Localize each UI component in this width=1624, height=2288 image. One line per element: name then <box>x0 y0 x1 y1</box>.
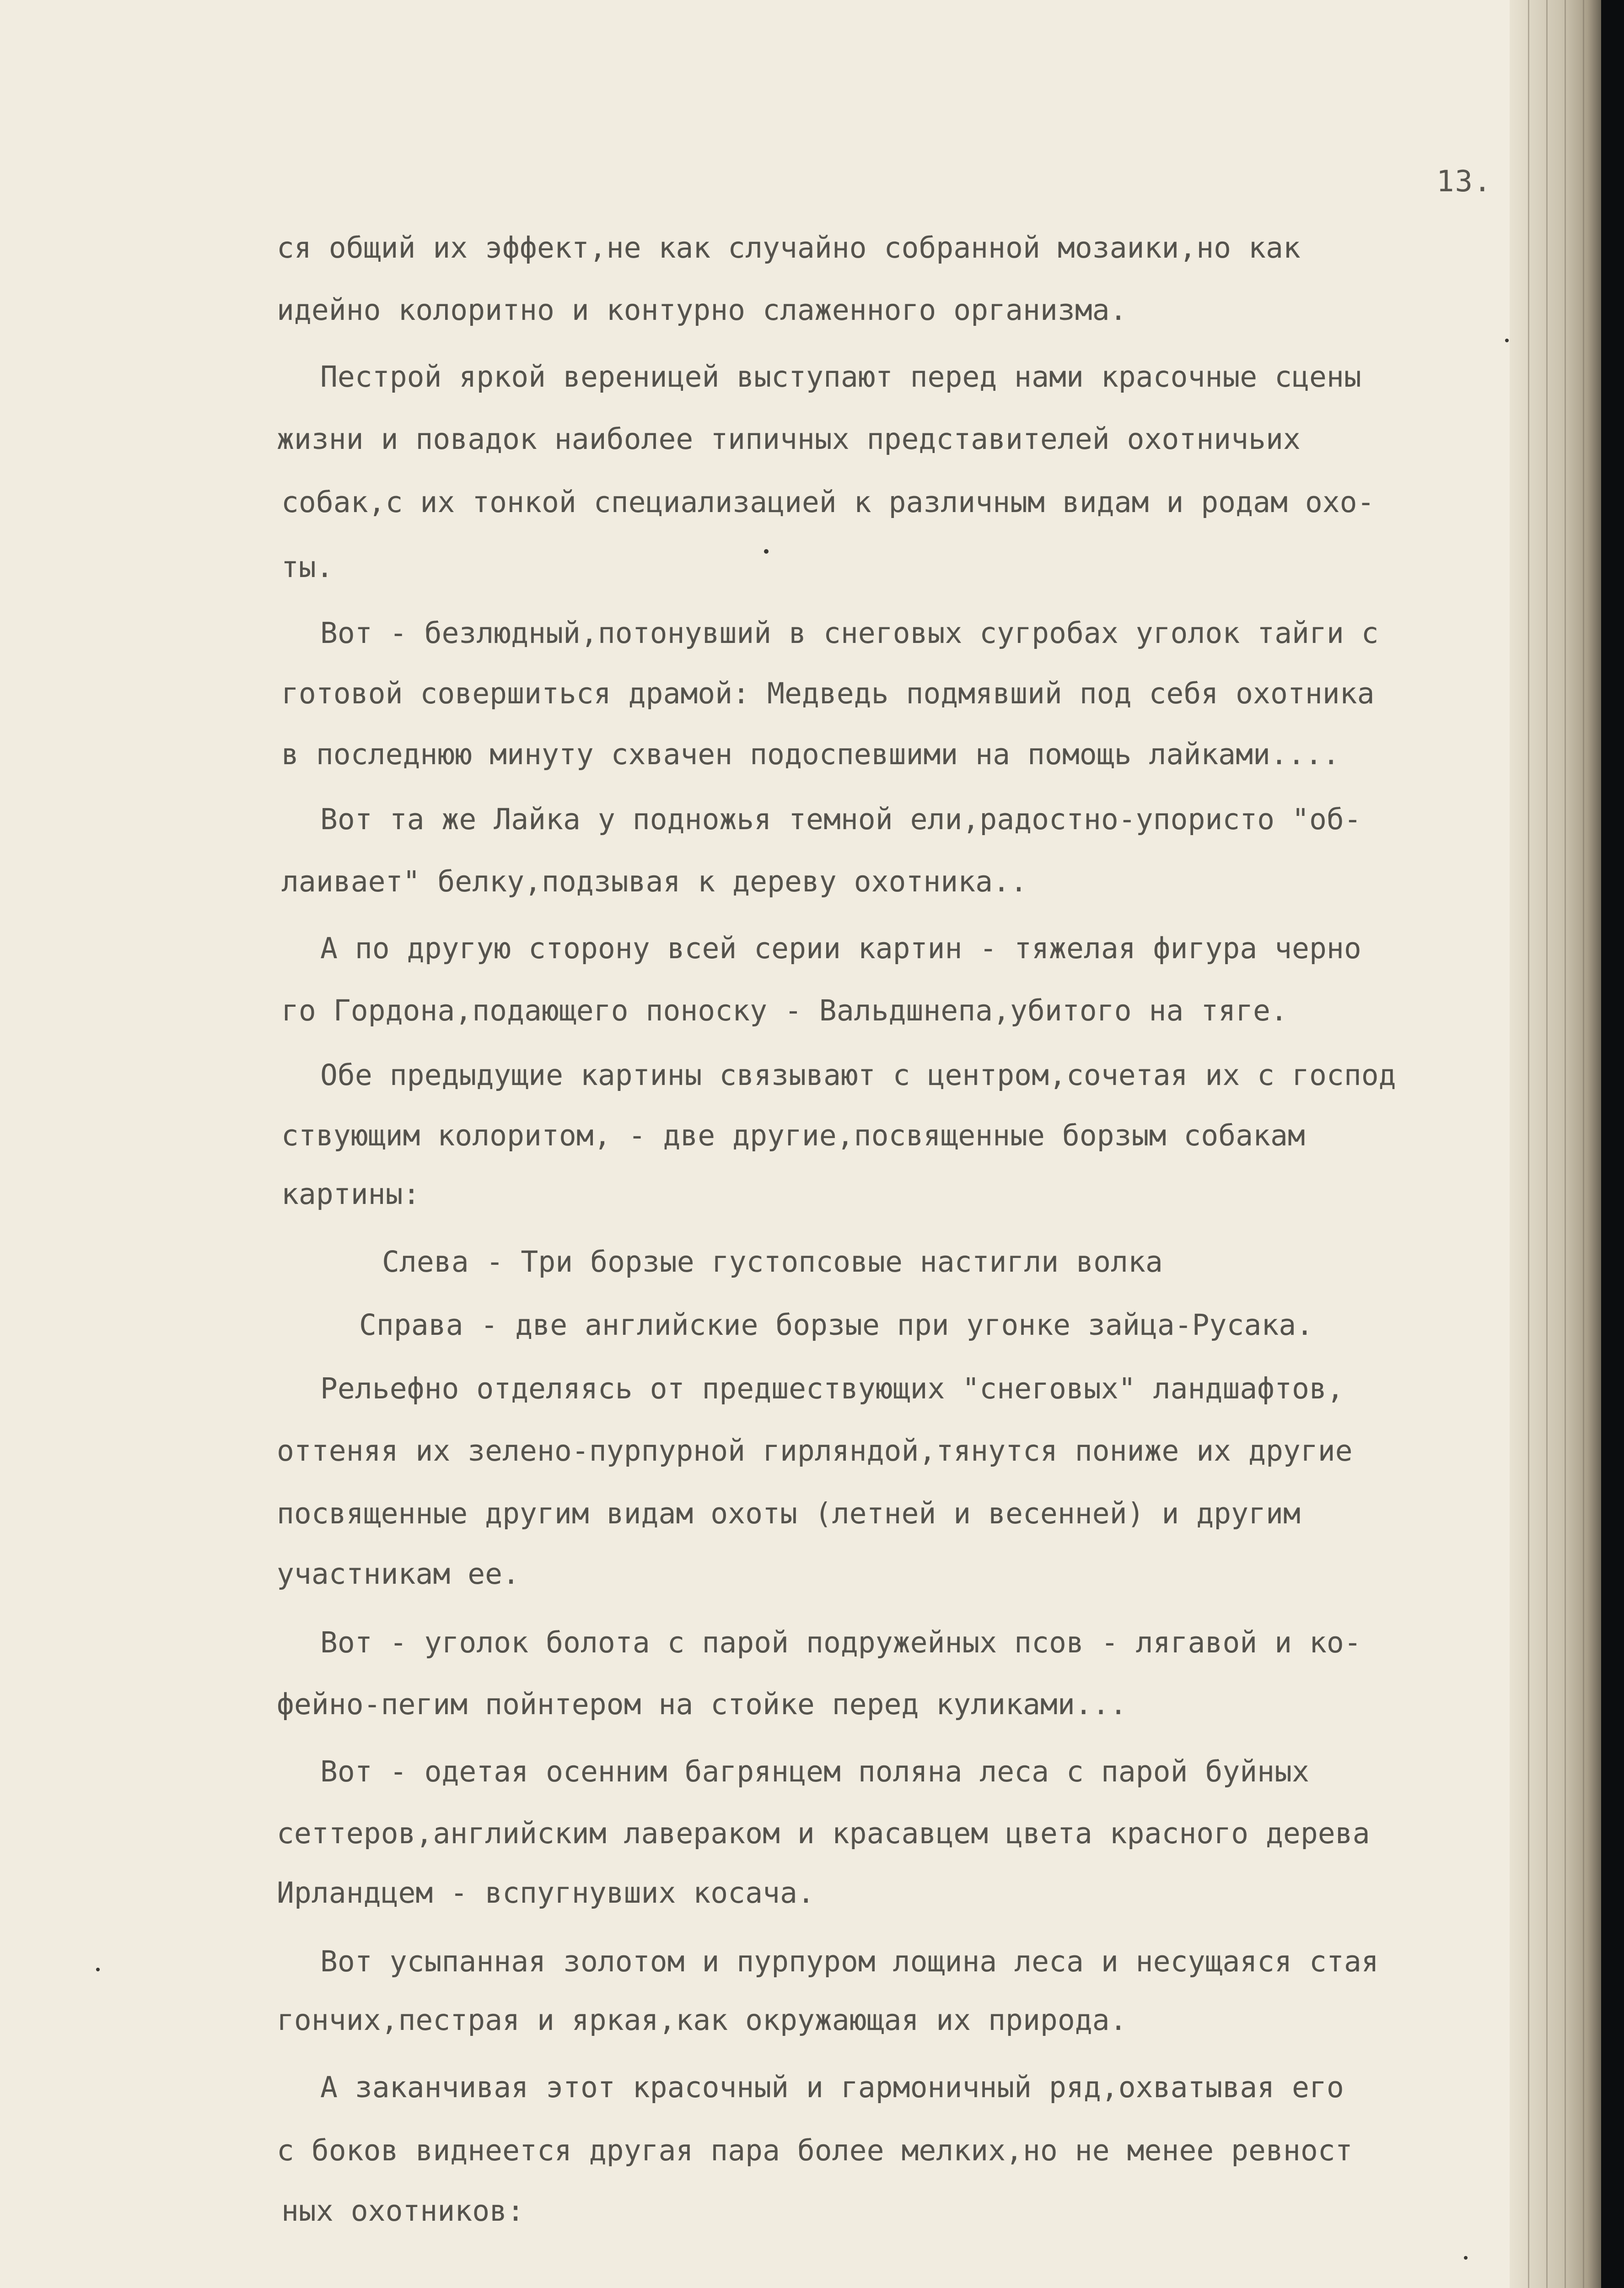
text-line: ствующим колоритом, - две другие,посвященные борзым собакам <box>281 1119 1305 1152</box>
paper-speck <box>764 549 769 554</box>
text-line: Вот та же Лайка у подножья темной ели,радостно-упористо "об- <box>320 803 1361 836</box>
text-line: А по другую сторону всей серии картин - тяжелая фигура черно <box>320 932 1361 965</box>
page-edge-line <box>1583 0 1584 2288</box>
text-line: готовой совершиться драмой: Медведь подмявший под себя охотника <box>281 677 1375 710</box>
page-number: 13. <box>1436 165 1492 199</box>
text-line: гончих,пестрая и яркая,как окружающая их природа. <box>277 2003 1127 2037</box>
text-line: собак,с их тонкой специализацией к различным видам и родам охо- <box>281 486 1375 519</box>
text-line: в последнюю минуту схвачен подоспевшими на помощь лайками.... <box>281 738 1340 771</box>
text-line: ся общий их эффект,не как случайно собранной мозаики,но как <box>277 231 1301 264</box>
text-line: участникам ее. <box>277 1557 520 1591</box>
text-line: Вот - безлюдный,потонувший в снеговых сугробах уголок тайги с <box>320 616 1379 650</box>
text-line: лаивает" белку,подзывая к дереву охотника.. <box>281 865 1027 898</box>
text-line: идейно колоритно и контурно слаженного организма. <box>277 293 1127 327</box>
text-line: с боков виднеется другая пара более мелких,но не менее ревност <box>277 2134 1353 2167</box>
text-line: Вот - одетая осенним багрянцем поляна леса с парой буйных <box>320 1755 1309 1788</box>
text-line: Справа - две английские борзые при угонке зайца-Русака. <box>359 1308 1314 1342</box>
text-line: Пестрой яркой вереницей выступают перед нами красочные сцены <box>320 360 1361 394</box>
scan-background <box>1601 0 1624 2288</box>
text-line: ты. <box>281 550 333 584</box>
page-edge-line <box>1528 0 1529 2288</box>
paper-speck <box>96 1968 100 1971</box>
text-line: фейно-пегим пойнтером на стойке перед куликами... <box>277 1688 1127 1721</box>
page-edge-line <box>1565 0 1566 2288</box>
text-line: А заканчивая этот красочный и гармоничный ряд,охватывая его <box>320 2071 1344 2104</box>
page-edge-line <box>1546 0 1548 2288</box>
text-line: го Гордона,подающего поноску - Вальдшнепа,убитого на тяге. <box>281 994 1288 1027</box>
text-line: Слева - Три борзые густопсовые настигли волка <box>382 1245 1163 1279</box>
stacked-page-edges <box>1510 0 1601 2288</box>
text-line: Рельефно отделяясь от предшествующих "снеговых" ландшафтов, <box>320 1372 1344 1405</box>
text-line: сеттеров,английским лавераком и красавцем цвета красного дерева <box>277 1817 1370 1850</box>
text-line: Обе предыдущие картины связывают с центром,сочетая их с господ <box>320 1058 1396 1092</box>
text-line: Ирландцем - вспугнувших косача. <box>277 1876 815 1910</box>
text-line: жизни и повадок наиболее типичных представителей охотничьих <box>277 422 1301 456</box>
text-line: ных охотников: <box>281 2194 525 2228</box>
text-line: Вот усыпанная золотом и пурпуром лощина леса и несущаяся стая <box>320 1945 1379 1978</box>
text-line: картины: <box>281 1177 420 1211</box>
paper-speck <box>1464 2256 1468 2260</box>
text-line: Вот - уголок болота с парой подружейных псов - лягавой и ко- <box>320 1626 1361 1659</box>
text-line: оттеняя их зелено-пурпурной гирляндой,тянутся пониже их другие <box>277 1434 1353 1468</box>
paper-speck <box>1505 339 1509 342</box>
text-line: посвященные другим видам охоты (летней и весенней) и другим <box>277 1497 1301 1530</box>
